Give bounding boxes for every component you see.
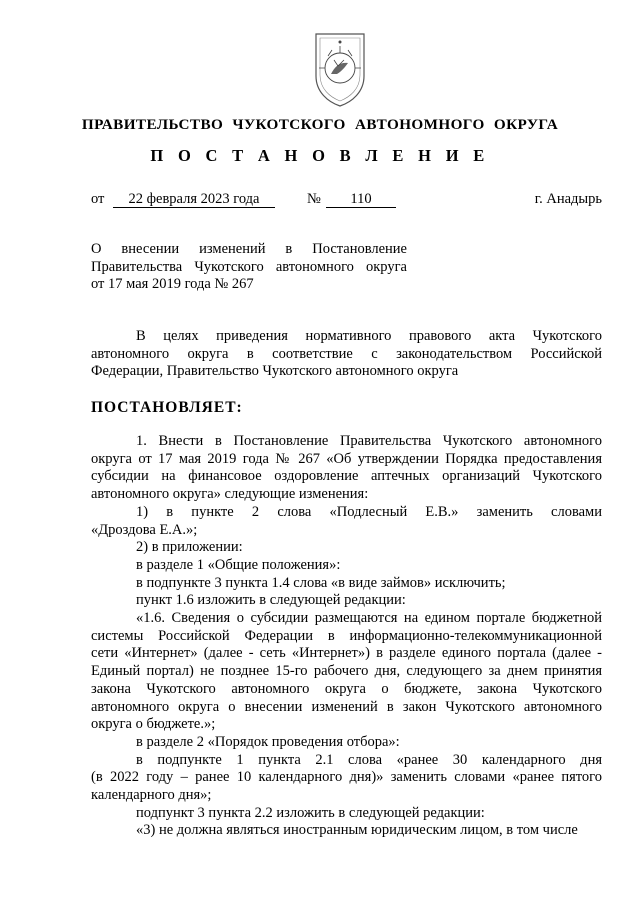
body-line: округа от 17 мая 2019 года № 267 «Об утверждении Порядка предоставления	[91, 450, 602, 467]
body-line: календарного дня»;	[91, 787, 212, 804]
body-line: автономного округа» следующие изменения:	[91, 486, 369, 503]
decree-number: 110	[326, 191, 396, 208]
coat-of-arms-emblem	[304, 30, 376, 110]
preamble-line: Федерации, Правительство Чукотского автономного округа	[91, 363, 459, 380]
preamble-line: В целях приведения нормативного правового акта Чукотского	[136, 328, 602, 344]
body-line: автономного округа о внесении изменений в закон Чукотского автономного	[91, 698, 602, 715]
subject-block	[91, 241, 407, 294]
body-line: в разделе 2 «Порядок проведения отбора»:	[136, 733, 400, 750]
body-line: закона Чукотского автономного округа о бюджете, закона Чукотского	[91, 680, 602, 697]
body-line: в подпункте 3 пункта 1.4 слова «в виде займов» исключить;	[136, 574, 506, 591]
subject-line: Правительства Чукотского автономного округа	[91, 258, 407, 275]
preamble	[91, 328, 602, 381]
body-line: системы Российской Федерации в информационно-телекоммуникационной	[91, 627, 602, 644]
resolves-heading: ПОСТАНОВЛЯЕТ:	[91, 399, 243, 416]
body-line: 2) в приложении:	[136, 539, 243, 556]
subject-line: О внесении изменений в Постановление	[91, 241, 407, 257]
from-label: от	[91, 191, 105, 207]
number-sign: №	[307, 191, 321, 207]
body-line: 1. Внести в Постановление Правительства Чукотского автономного	[136, 433, 602, 449]
body-line: «1.6. Сведения о субсидии размещаются на едином портале бюджетной	[136, 610, 602, 627]
body-line: 1) в пункте 2 слова «Подлесный Е.В.» заменить словами	[136, 503, 602, 520]
decree-date: 22 февраля 2023 года	[113, 191, 275, 208]
city: г. Анадырь	[534, 191, 602, 207]
body-line: «Дроздова Е.А.»;	[91, 521, 198, 538]
body-line: сети «Интернет» (далее - сеть «Интернет») в разделе единого портала (далее -	[91, 645, 602, 662]
body-line: субсидии на финансовое оздоровление аптечных организаций Чукотского	[91, 468, 602, 485]
body-line: «3) не должна являться иностранным юридическим лицом, в том числе	[136, 822, 578, 839]
subject-line: от 17 мая 2019 года № 267	[91, 276, 254, 292]
body-line: пункт 1.6 изложить в следующей редакции:	[136, 592, 406, 609]
body-line: в разделе 1 «Общие положения»:	[136, 556, 341, 573]
body-line: Единый портал) не позднее 15-го рабочего дня, следующего за днем принятия	[91, 663, 602, 680]
government-name: ПРАВИТЕЛЬСТВО ЧУКОТСКОГО АВТОНОМНОГО ОКРУГА	[81, 116, 559, 133]
body-line: в подпункте 1 пункта 2.1 слова «ранее 30 календарного дня	[136, 751, 602, 768]
body-line: (в 2022 году – ранее 10 календарного дня)» заменить словами «ранее пятого	[91, 769, 602, 786]
body-line: подпункт 3 пункта 2.2 изложить в следующей редакции:	[136, 804, 485, 821]
preamble-line: автономного округа в соответствие с законодательством Российской	[91, 345, 602, 362]
document-type-title: П О С Т А Н О В Л Е Н И Е	[150, 146, 490, 165]
decree-body	[91, 433, 602, 840]
body-line: округа о бюджете.»;	[91, 716, 216, 733]
